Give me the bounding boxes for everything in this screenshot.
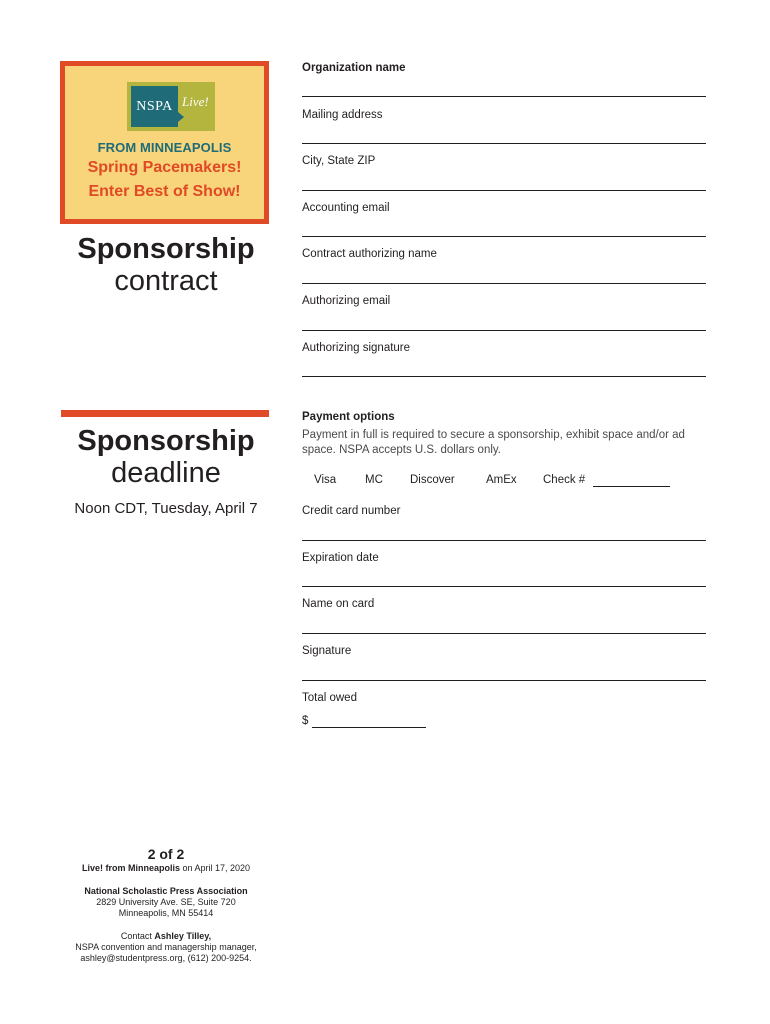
contract-heading-line1: Sponsorship bbox=[77, 233, 255, 265]
contact-info: ashley@studentpress.org, (612) 200-9254. bbox=[80, 953, 252, 963]
authorizing-email-label: Authorizing email bbox=[302, 295, 391, 307]
promo-banner bbox=[60, 61, 269, 224]
org-address-1: 2829 University Ave. SE, Suite 720 bbox=[96, 897, 236, 907]
contact-role: NSPA convention and managership manager, bbox=[75, 942, 257, 952]
credit-card-number-field[interactable] bbox=[302, 540, 706, 541]
page-number: 2 of 2 bbox=[147, 846, 185, 862]
contract-heading bbox=[60, 233, 272, 297]
event-name: Live! from Minneapolis bbox=[81, 863, 180, 873]
contact-block bbox=[60, 931, 272, 964]
total-owed-label: Total owed bbox=[302, 692, 357, 704]
payment-option-visa[interactable]: Visa bbox=[314, 474, 337, 486]
mailing-address-field[interactable] bbox=[302, 143, 706, 144]
logo-pointer-icon bbox=[178, 112, 184, 122]
authorizing-email-field[interactable] bbox=[302, 330, 706, 331]
event-date: on April 17, 2020 bbox=[182, 863, 251, 873]
org-name: National Scholastic Press Association bbox=[84, 886, 248, 896]
section-divider bbox=[61, 410, 269, 417]
check-number-field[interactable] bbox=[593, 486, 670, 487]
logo-live-text: Live! bbox=[182, 94, 209, 109]
payment-options-title: Payment options bbox=[302, 411, 395, 423]
payment-option-amex[interactable]: AmEx bbox=[486, 474, 517, 486]
contact-name: Ashley Tilley, bbox=[154, 931, 212, 941]
expiration-date-field[interactable] bbox=[302, 586, 706, 587]
event-line bbox=[60, 863, 272, 874]
organization-name-field[interactable] bbox=[302, 96, 706, 97]
contact-prefix: Contact bbox=[120, 931, 152, 941]
payment-option-check[interactable]: Check # bbox=[543, 474, 586, 486]
organization-name-label: Organization name bbox=[302, 62, 406, 74]
deadline-heading bbox=[60, 425, 272, 489]
payment-option-discover[interactable]: Discover bbox=[410, 474, 455, 486]
contract-heading-line2: contract bbox=[114, 265, 218, 297]
logo-nspa-text: NSPA bbox=[131, 86, 178, 127]
authorizing-signature-field[interactable] bbox=[302, 376, 706, 377]
promo-from: FROM MINNEAPOLIS bbox=[97, 140, 232, 155]
currency-symbol: $ bbox=[302, 715, 309, 727]
credit-card-number-label: Credit card number bbox=[302, 505, 401, 517]
signature-label: Signature bbox=[302, 645, 352, 657]
promo-line-2: Enter Best of Show! bbox=[88, 183, 241, 200]
contract-authorizing-name-label: Contract authorizing name bbox=[302, 248, 437, 260]
name-on-card-field[interactable] bbox=[302, 633, 706, 634]
payment-description: Payment in full is required to secure a sponsorship, exhibit space and/or ad space. NSPA accepts U.S. dollars only. bbox=[302, 429, 685, 456]
name-on-card-label: Name on card bbox=[302, 598, 375, 610]
total-owed-field[interactable] bbox=[312, 727, 426, 728]
promo-line-1: Spring Pacemakers! bbox=[87, 159, 242, 176]
deadline-time: Noon CDT, Tuesday, April 7 bbox=[74, 500, 258, 517]
accounting-email-label: Accounting email bbox=[302, 202, 390, 214]
authorizing-signature-label: Authorizing signature bbox=[302, 342, 411, 354]
payment-option-mc[interactable]: MC bbox=[365, 474, 383, 486]
deadline-heading-line1: Sponsorship bbox=[77, 425, 255, 457]
city-state-zip-field[interactable] bbox=[302, 190, 706, 191]
org-address-2: Minneapolis, MN 55414 bbox=[118, 908, 214, 918]
mailing-address-label: Mailing address bbox=[302, 109, 383, 121]
nspa-live-logo bbox=[127, 82, 215, 131]
org-block bbox=[60, 886, 272, 919]
city-state-zip-label: City, State ZIP bbox=[302, 155, 376, 167]
deadline-heading-line2: deadline bbox=[111, 457, 221, 489]
contact-line bbox=[60, 931, 272, 942]
signature-field[interactable] bbox=[302, 680, 706, 681]
expiration-date-label: Expiration date bbox=[302, 552, 379, 564]
accounting-email-field[interactable] bbox=[302, 236, 706, 237]
contract-authorizing-name-field[interactable] bbox=[302, 283, 706, 284]
